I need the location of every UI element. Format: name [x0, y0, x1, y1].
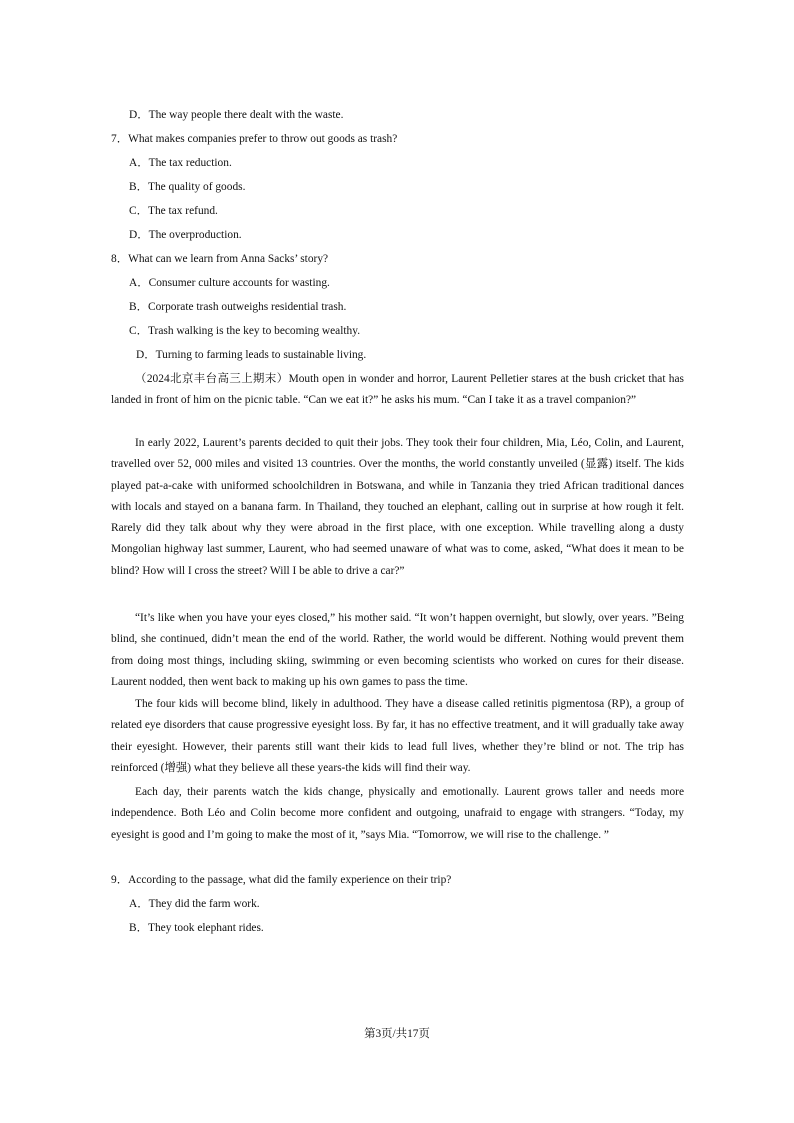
q9-option-b: B．They took elephant rides. — [129, 922, 264, 934]
passage-paragraph-2: In early 2022, Laurent’s parents decided to quit their jobs. They took their four children, Mia, Léo, Colin, and Laurent, travelled over 52, 000 miles and visited 13 countries. Over the months, the world constantly unveiled (显露) itself. The kids played pat-a-cake with uniformed schoolchildren in Botswana, and while in Tanzania they tried African traditional dances with locals and stayed on a banana farm. In Thailand, they touched an elephant, calling out in surprise at how rough it felt. Rarely did they talk about why they were abroad in the first place, with one exception. While travelling along a dusty Mongolian highway last summer, Laurent, who had seemed unaware of what was to come, asked, “What does it mean to be blind? How will I cross the street? Will I be able to drive a car?” — [111, 437, 684, 577]
page-number-footer: 第3页/共17页 — [364, 1028, 430, 1040]
q8-option-d: D．Turning to farming leads to sustainable living. — [136, 349, 367, 361]
passage-paragraph-5: Each day, their parents watch the kids change, physically and emotionally. Laurent grows taller and needs more independence. Both Léo and Colin become more confident and outgoing, unafraid to engage with strangers. “Today, my eyesight is good and I’m going to make the most of it, ”says Mia. “Tomorrow, we will rise to the challenge. ” — [111, 786, 684, 841]
passage-paragraph-3: “It’s like when you have your eyes closed,” his mother said. “It won’t happen overnight, but slowly, over years. ”Being blind, she continued, didn’t mean the end of the world. Rather, the world would be different. Nothing would prevent them from doing most things, including skiing, swimming or even becoming scientists who worked on cures for their disease. Laurent nodded, then went back to making up his own games to pass the time. — [111, 612, 684, 688]
q8-question: 8．What can we learn from Anna Sacks’ story? — [111, 253, 329, 265]
q9-option-a: A．They did the farm work. — [129, 898, 260, 910]
q8-option-a: A．Consumer culture accounts for wasting. — [129, 277, 330, 289]
q7-option-d: D．The overproduction. — [129, 229, 242, 241]
q9-question: 9．According to the passage, what did the family experience on their trip? — [111, 874, 452, 886]
q7-option-a: A．The tax reduction. — [129, 157, 232, 169]
q8-option-c: C．Trash walking is the key to becoming wealthy. — [129, 325, 361, 337]
q7-option-c: C．The tax refund. — [129, 205, 218, 217]
q7-option-b: B．The quality of goods. — [129, 181, 246, 193]
q6-option-d: D．The way people there dealt with the waste. — [129, 109, 344, 121]
q8-option-b: B．Corporate trash outweighs residential trash. — [129, 301, 347, 313]
q7-question: 7．What makes companies prefer to throw out goods as trash? — [111, 133, 398, 145]
passage-paragraph-4: The four kids will become blind, likely in adulthood. They have a disease called retinitis pigmentosa (RP), a group of related eye disorders that cause progressive eyesight loss. By far, it has no effective treatment, and it will gradually take away their eyesight. However, their parents still want their kids to lead full lives, whether they’re blind or not. The trip has reinforced (增强) what they believe all these years-the kids will find their way. — [111, 698, 684, 774]
passage-paragraph-1: （2024北京丰台高三上期末）Mouth open in wonder and horror, Laurent Pelletier stares at the bush cricket that has landed in front of him on the picnic table. “Can we eat it?” he asks his mum. “Can I take it as a travel companion?” — [111, 373, 684, 407]
